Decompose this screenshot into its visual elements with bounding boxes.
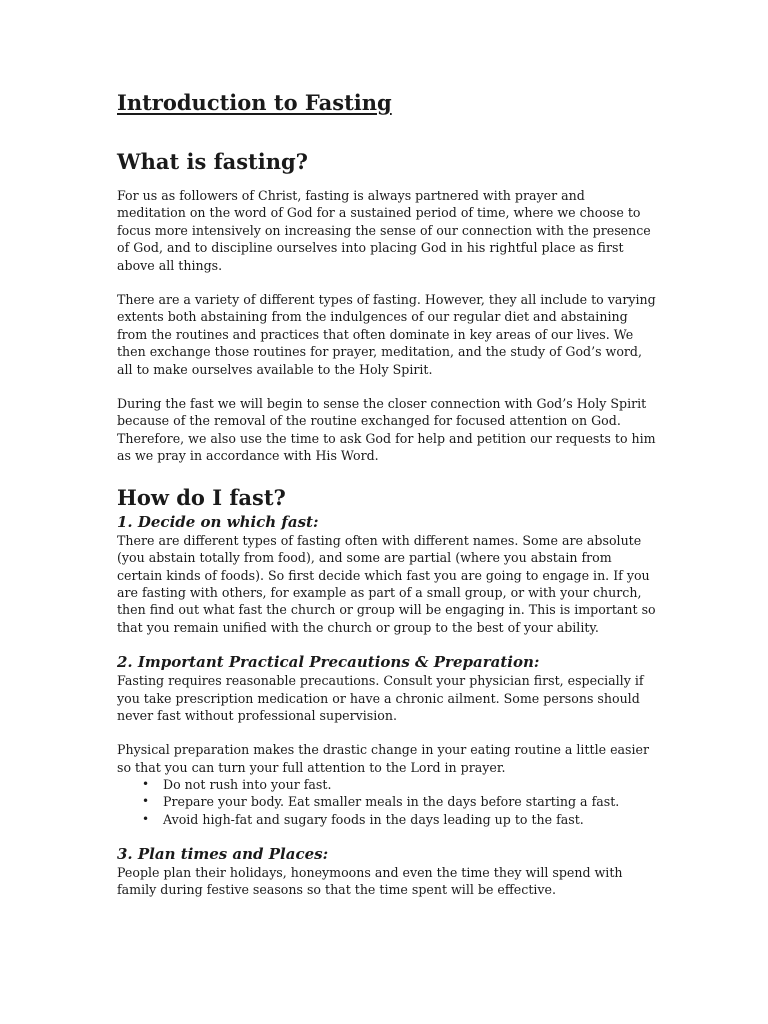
what-paragraph-2: There are a variety of different types of fasting. However, they all include to varying extents both abstaining from the indulgences of our regular diet and abstaining from the routines and practices that often dominate in key areas of our lives. We then exchange those routines for prayer, meditation, and the study of God’s word, all to make ourselves available to the Holy Spirit.: [117, 292, 656, 377]
step-2-heading: 2. Important Practical Precautions & Preparation:: [117, 653, 540, 672]
list-item: [135, 811, 657, 828]
bullet-icon: •: [142, 794, 150, 809]
list-item-text: Do not rush into your fast.: [163, 777, 332, 793]
preparation-list: [117, 776, 657, 828]
document-title: Introduction to Fasting: [117, 90, 392, 115]
how-do-i-fast-heading: How do I fast?: [117, 484, 286, 510]
document-page: [117, 86, 657, 899]
list-item-text: Avoid high-fat and sugary foods in the days leading up to the fast.: [163, 811, 584, 827]
step-2-paragraph-1: Fasting requires reasonable precautions. Consult your physician first, especially if you take prescription medication or have a chronic ailment. Some persons should never fast without professional supervision.: [117, 673, 644, 723]
step-1-paragraph: There are different types of fasting often with different names. Some are absolute (you abstain totally from food), and some are partial (where you abstain from certain kinds of foods). So first decide which fast you are going to engage in. If you are fasting with others, for example as part of a small group, or with your church, then find out what fast the church or group will be engaging in. This is important so that you remain unified with the church or group to the best of your ability.: [117, 532, 656, 635]
step-3-paragraph: People plan their holidays, honeymoons and even the time they will spend with family during festive seasons so that the time spent will be effective.: [117, 864, 623, 898]
what-is-fasting-heading: What is fasting?: [117, 149, 308, 174]
bullet-icon: •: [142, 811, 150, 826]
step-1-heading: 1. Decide on which fast:: [117, 512, 319, 531]
what-paragraph-3: During the fast we will begin to sense the closer connection with God’s Holy Spirit because of the removal of the routine exchanged for focused attention on God. Therefore, we also use the time to ask God for help and petition our requests to him as we pray in accordance with His Word.: [117, 396, 656, 464]
step-3-heading: 3. Plan times and Places:: [117, 844, 329, 863]
bullet-icon: •: [142, 777, 150, 792]
list-item-text: Prepare your body. Eat smaller meals in the days before starting a fast.: [163, 794, 620, 810]
list-item: [135, 776, 657, 793]
step-2-paragraph-2: Physical preparation makes the drastic change in your eating routine a little easier so that you can turn your full attention to the Lord in prayer.: [117, 742, 649, 775]
list-item: [135, 793, 657, 810]
what-paragraph-1: For us as followers of Christ, fasting is always partnered with prayer and meditation on the word of God for a sustained period of time, where we choose to focus more intensively on increasing the sense of our connection with the presence of God, and to discipline ourselves into placing God in his rightful place as first above all things.: [117, 188, 651, 273]
